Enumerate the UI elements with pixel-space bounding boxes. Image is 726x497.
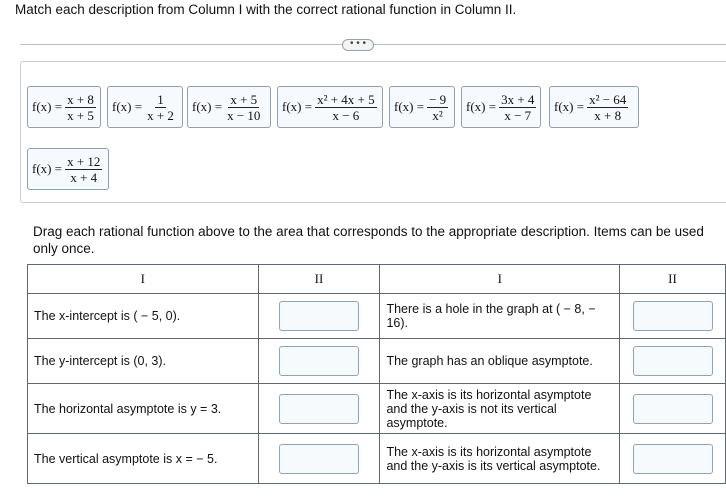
table-row — [28, 384, 726, 434]
drop-target[interactable] — [633, 444, 713, 474]
column-ii-header: II — [258, 265, 380, 294]
column-ii-header: II — [620, 265, 726, 294]
numerator: x + 5 — [230, 91, 258, 107]
column-i-header: I — [380, 265, 620, 294]
function-tile[interactable]: f(x) = $\frac{1}{x + 2}$ — [107, 86, 183, 128]
question-text: Match each description from Column I with the correct rational function in Column II. — [15, 2, 517, 17]
function-tile[interactable]: f(x) = $\frac{x + 12}{x + 4}$ — [27, 148, 109, 190]
denominator: x + 4 — [70, 169, 98, 185]
numerator: x + 12 — [67, 153, 101, 169]
description-cell: The vertical asymptote is x = − 5. — [28, 434, 259, 484]
description-cell: The y-intercept is (0, 3). — [28, 339, 259, 384]
column-i-header: I — [28, 265, 259, 294]
numerator: 3x + 4 — [501, 91, 535, 107]
instruction-text: Drag each rational function above to the area that corresponds to the appropriate description. Items can be used only once. — [33, 224, 704, 256]
denominator: x + 2 — [147, 107, 174, 123]
function-tile[interactable]: f(x) = $\frac{x + 8}{x + 5}$ — [27, 86, 101, 128]
denominator: x − 10 — [227, 107, 261, 123]
header-row — [28, 265, 726, 294]
numerator: x² + 4x + 5 — [317, 91, 375, 107]
drop-target[interactable] — [279, 394, 359, 424]
answer-bank — [20, 61, 726, 203]
function-tile[interactable]: f(x) = $\frac{\text{x² − 64}}{x + 8}$ — [549, 86, 639, 128]
drop-target[interactable] — [633, 301, 713, 331]
function-tile[interactable]: f(x) = $\frac{- 9}{\text{x²}}$ — [389, 86, 455, 128]
drop-target[interactable] — [279, 301, 359, 331]
drop-target[interactable] — [279, 346, 359, 376]
description-cell: There is a hole in the graph at ( − 8, − 16). — [380, 294, 620, 339]
numerator: x² − 64 — [589, 91, 627, 107]
description-cell: The x-axis is its horizontal asymptote and the y-axis is not its vertical asymptote. — [380, 384, 620, 434]
table-row — [28, 434, 726, 484]
drop-target[interactable] — [279, 444, 359, 474]
drop-target[interactable] — [633, 346, 713, 376]
expand-dots-button[interactable]: • • • — [342, 39, 374, 51]
description-cell: The graph has an oblique asymptote. — [380, 339, 620, 384]
table-row — [28, 294, 726, 339]
table-row — [28, 339, 726, 384]
description-cell: The horizontal asymptote is y = 3. — [28, 384, 259, 434]
denominator: x − 7 — [504, 107, 532, 123]
drop-target[interactable] — [633, 394, 713, 424]
numerator: 1 — [157, 91, 164, 107]
denominator: x + 5 — [67, 107, 94, 123]
description-cell: The x-intercept is ( − 5, 0). — [28, 294, 259, 339]
denominator: x + 8 — [594, 107, 622, 123]
numerator: x + 8 — [67, 91, 94, 107]
denominator: x − 6 — [332, 107, 360, 123]
description-cell: The x-axis is its horizontal asymptote and the y-axis is its vertical asymptote. — [380, 434, 620, 484]
function-tile[interactable]: f(x) = $\frac{3x + 4}{x - 7}$ — [461, 86, 541, 128]
numerator: − 9 — [429, 91, 447, 107]
function-tile[interactable]: f(x) = $\frac{\text{x² + 4x + 5}}{x - 6}$ — [277, 86, 383, 128]
denominator: x² — [432, 107, 443, 123]
matching-table — [27, 264, 726, 484]
function-tile[interactable]: f(x) = $\frac{x + 5}{x - 10}$ — [187, 86, 271, 128]
